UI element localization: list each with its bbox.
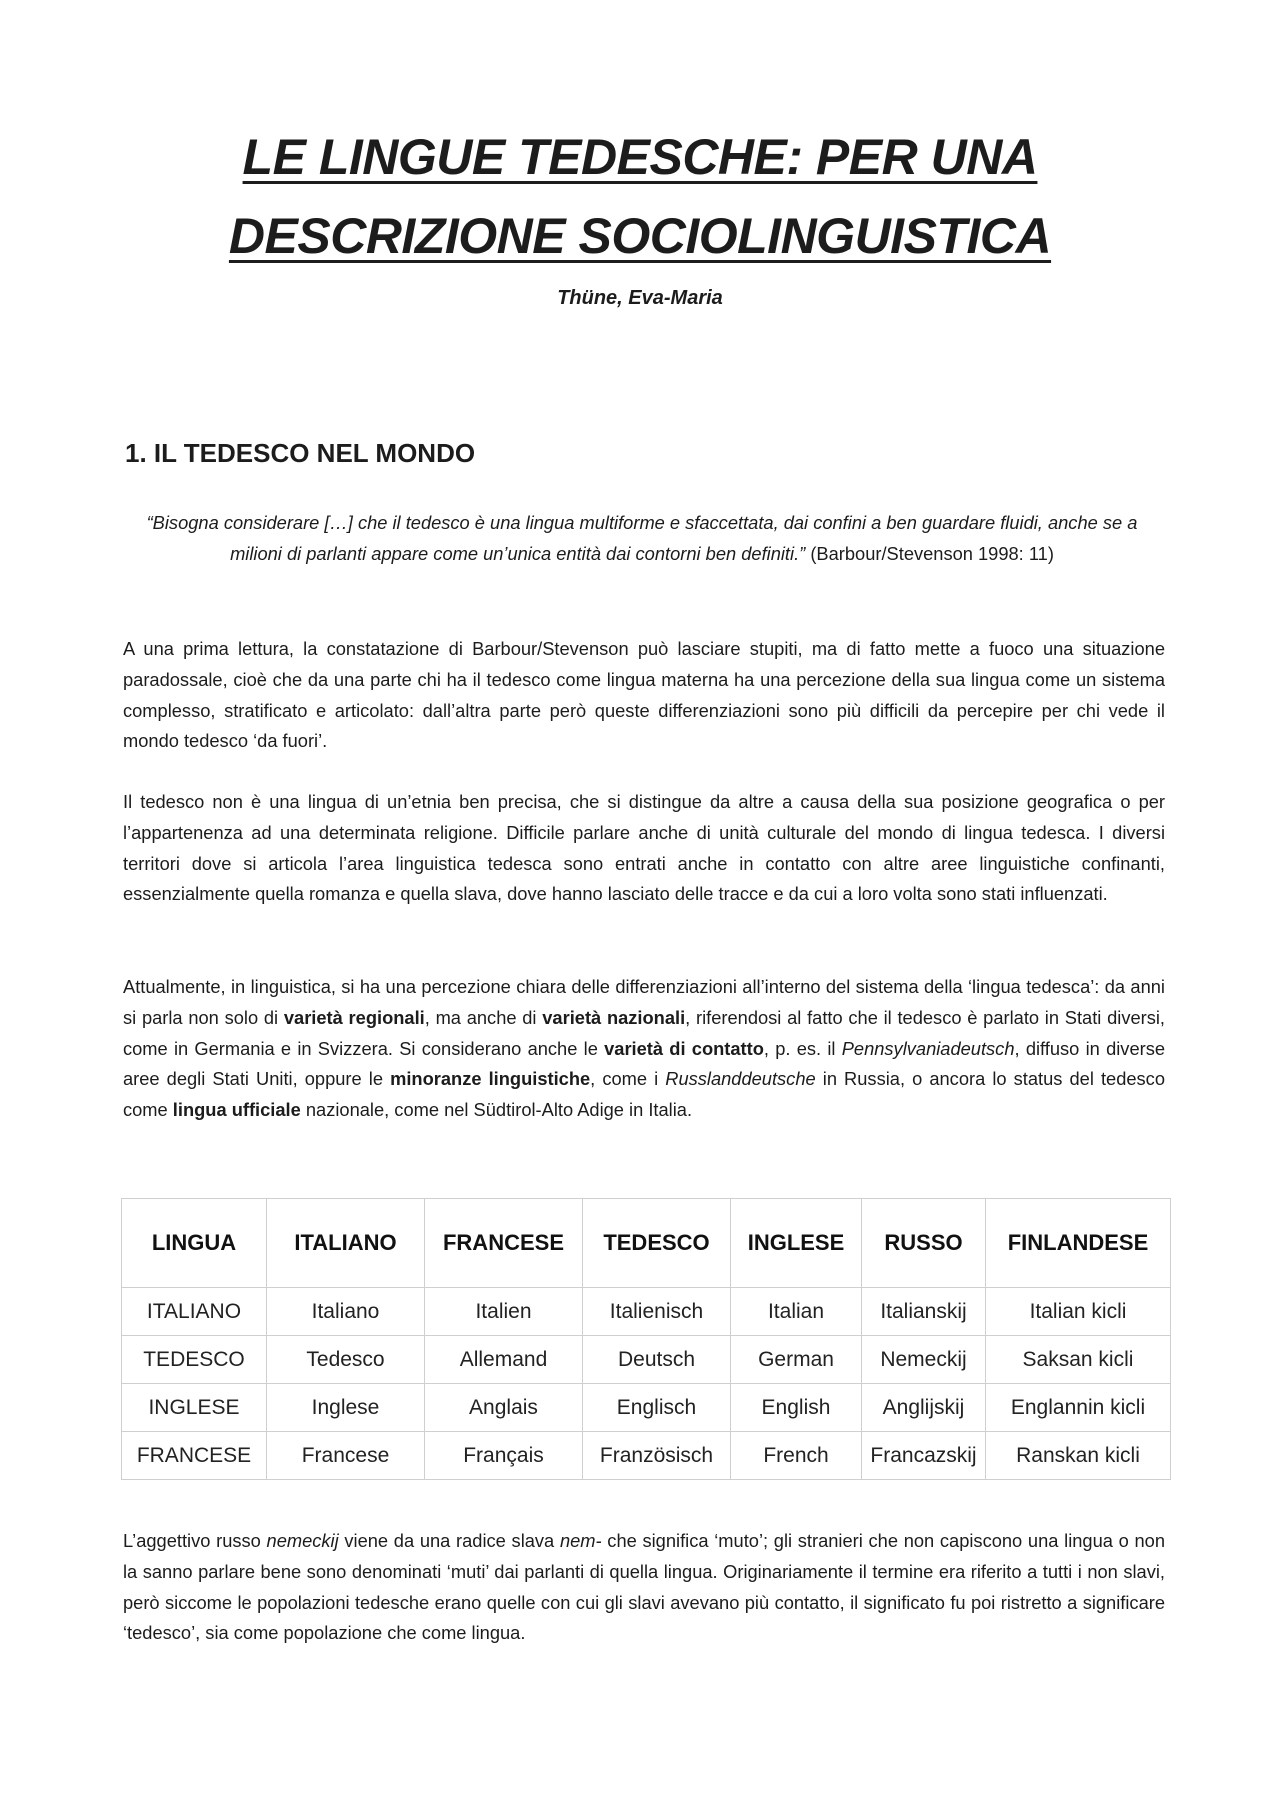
table-cell: Francazskij xyxy=(862,1432,986,1480)
table-cell: French xyxy=(731,1432,862,1480)
table-cell: Italiano xyxy=(267,1288,425,1336)
table-cell: Ranskan kicli xyxy=(986,1432,1171,1480)
text-run: Attualmente, in linguistica, si ha una percezione chiara delle differenziazioni all’interno del sistema della ‘lingua tedesca’: da anni si parla non solo di xyxy=(123,976,1165,1028)
section-heading: 1. IL TEDESCO NEL MONDO xyxy=(125,438,476,468)
paragraph-2: Il tedesco non è una lingua di un’etnia ben precisa, che si distingue da altre a causa della sua posizione geografica o per l’appartenenza ad una determinata religione. Difficile parlare anche di unità culturale del mondo di lingua tedesca. I diversi territori dove si articola l’area linguistica tedesca sono entrati anche in contatto con altre aree linguistiche confinanti, essenzialmente quella romanza e quella slava, dove hanno lasciato delle tracce e da cui a loro volta sono stati influenzati. xyxy=(123,791,1165,905)
table-cell: Italienisch xyxy=(583,1288,731,1336)
term-pennsylvaniadeutsch: Pennsylvaniadeutsch xyxy=(841,1037,1015,1059)
term-nem: nem- xyxy=(559,1530,602,1551)
table-cell: Inglese xyxy=(267,1384,425,1432)
table-cell: Anglais xyxy=(425,1384,583,1432)
term-lingua-ufficiale: lingua ufficiale xyxy=(172,1099,301,1121)
text-run: , riferendosi al fatto che il tedesco è parlato in Stati diversi, come in Germania e in Svizzera. Si considerano anche le xyxy=(123,1006,1166,1059)
quote-text: “Bisogna considerare […] che il tedesco è una lingua multiforme e sfaccettata, dai confini a ben guardare fluidi, anche se a milioni di parlanti appare come un’unica entità dai contorni ben definiti.” xyxy=(146,512,1138,564)
column-header: ITALIANO xyxy=(267,1199,425,1288)
table-cell: Italian kicli xyxy=(986,1288,1171,1336)
document-author: Thüne, Eva-Maria xyxy=(557,287,723,309)
table-cell: Italian xyxy=(731,1288,862,1336)
document-title-line-2: DESCRIZIONE SOCIOLINGUISTICA xyxy=(228,208,1052,264)
table-cell: Italianskij xyxy=(862,1288,986,1336)
table-cell: TEDESCO xyxy=(122,1336,267,1384)
table-row xyxy=(122,1384,1171,1432)
table-cell: Saksan kicli xyxy=(986,1336,1171,1384)
block-quote xyxy=(122,508,1162,569)
term-minoranze-linguistiche: minoranze linguistiche xyxy=(390,1068,591,1090)
text-run: , diffuso in diverse aree degli Stati Uniti, oppure le xyxy=(123,1037,1166,1090)
table-cell: Italien xyxy=(425,1288,583,1336)
language-names-table xyxy=(121,1198,1171,1480)
table-cell: English xyxy=(731,1384,862,1432)
table-cell: Deutsch xyxy=(583,1336,731,1384)
table-cell: Nemeckij xyxy=(862,1336,986,1384)
table-cell: Französisch xyxy=(583,1432,731,1480)
document-title-line-1: LE LINGUE TEDESCHE: PER UNA xyxy=(242,129,1038,185)
text-run: che significa ‘muto’; gli stranieri che non capiscono una lingua o non la sanno parlare bene sono denominati ‘muti’ dai parlanti di quella lingua. Originariamente il termine era riferito a tutti i non slavi, però siccome le popolazioni tedesche erano quelle con cui gli slavi avevano più contatto, il significato fu poi ristretto a significare ‘tedesco’, sia come popolazione che come lingua. xyxy=(123,1530,1166,1644)
column-header: RUSSO xyxy=(862,1199,986,1288)
term-varieta-nazionali: varietà nazionali xyxy=(542,1006,686,1028)
column-header: LINGUA xyxy=(122,1199,267,1288)
term-nemeckij: nemeckij xyxy=(266,1530,339,1551)
table-row xyxy=(122,1432,1171,1480)
text-run: , come i xyxy=(590,1068,666,1090)
term-varieta-regionali: varietà regionali xyxy=(283,1006,425,1028)
text-run: in Russia, o ancora lo status del tedesco come xyxy=(123,1068,1165,1121)
table-cell: Français xyxy=(425,1432,583,1480)
term-russlanddeutsche: Russlanddeutsche xyxy=(665,1068,816,1090)
table-cell: Francese xyxy=(267,1432,425,1480)
column-header: FRANCESE xyxy=(425,1199,583,1288)
text-run: viene da una radice slava xyxy=(338,1530,560,1551)
column-header: INGLESE xyxy=(731,1199,862,1288)
table-cell: Allemand xyxy=(425,1336,583,1384)
table-row xyxy=(122,1336,1171,1384)
text-run: nazionale, come nel Südtirol-Alto Adige in Italia. xyxy=(300,1099,693,1121)
paragraph-1: A una prima lettura, la constatazione di Barbour/Stevenson può lasciare stupiti, ma di fatto mette a fuoco una situazione paradossale, cioè che da una parte chi ha il tedesco come lingua materna ha una percezione della sua lingua come un sistema complesso, stratificato e articolato: dall’altra parte però queste differenziazioni sono più difficili da percepire per chi vede il mondo tedesco ‘da fuori’. xyxy=(123,638,1165,752)
text-run: L’aggettivo russo xyxy=(123,1530,267,1551)
table-cell: INGLESE xyxy=(122,1384,267,1432)
quote-citation: (Barbour/Stevenson 1998: 11) xyxy=(810,542,1054,564)
table-cell: German xyxy=(731,1336,862,1384)
table-cell: Anglijskij xyxy=(862,1384,986,1432)
column-header: TEDESCO xyxy=(583,1199,731,1288)
column-header: FINLANDESE xyxy=(986,1199,1171,1288)
paragraph-4 xyxy=(123,1526,1165,1649)
table-cell: ITALIANO xyxy=(122,1288,267,1336)
text-run: , ma anche di xyxy=(424,1006,543,1028)
table-cell: Englisch xyxy=(583,1384,731,1432)
term-varieta-di-contatto: varietà di contatto xyxy=(604,1037,764,1059)
table-cell: Englannin kicli xyxy=(986,1384,1171,1432)
table-row xyxy=(122,1288,1171,1336)
table-cell: FRANCESE xyxy=(122,1432,267,1480)
text-run: , p. es. il xyxy=(763,1037,842,1059)
table-header-row xyxy=(122,1199,1171,1288)
paragraph-3 xyxy=(123,972,1165,1126)
table-cell: Tedesco xyxy=(267,1336,425,1384)
